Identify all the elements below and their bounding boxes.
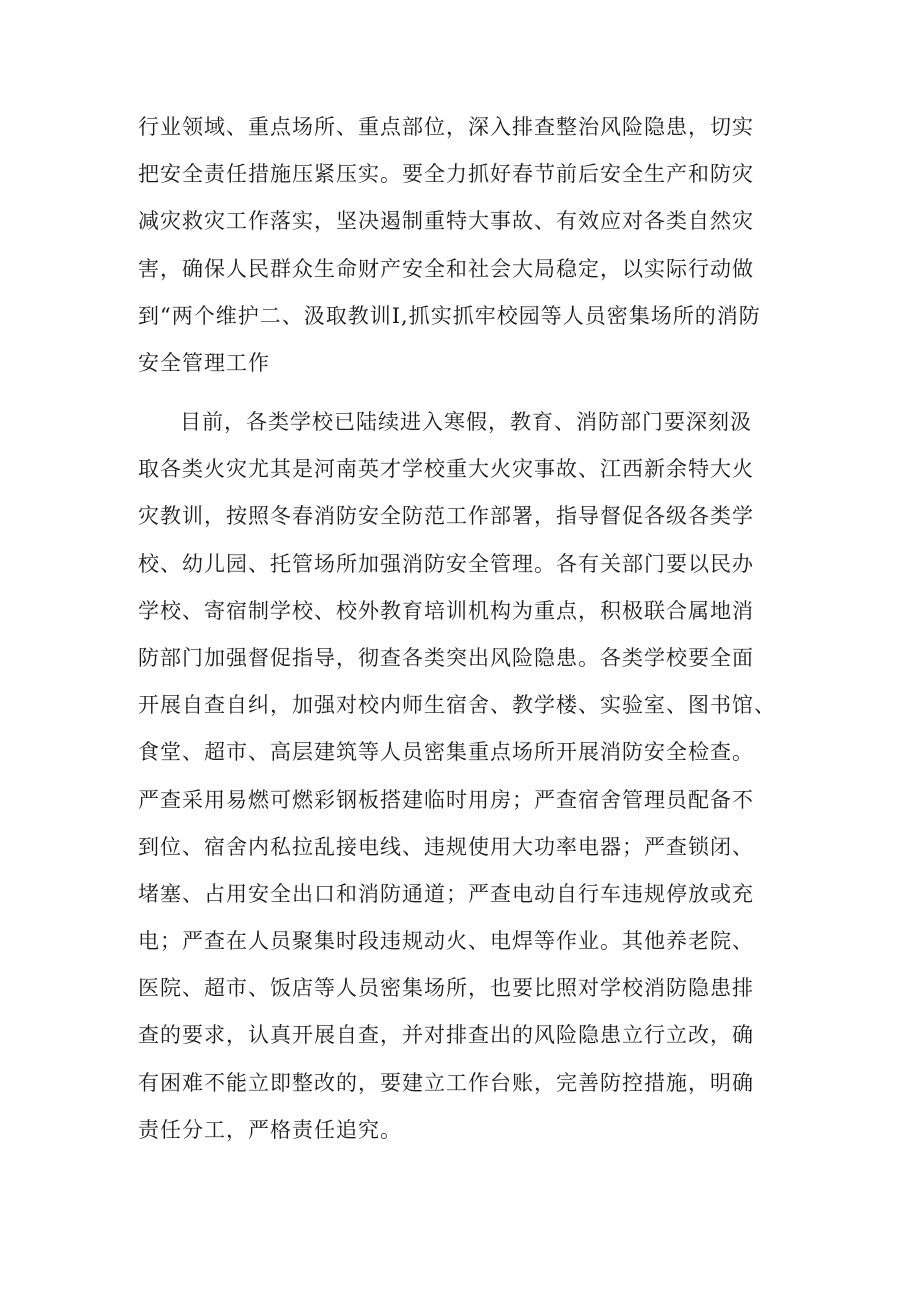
paragraph-line: 行业领域、重点场所、重点部位，深入排查整治风险隐患，切实	[138, 115, 754, 139]
paragraph-line: 把安全责任措施压紧压实。要全力抓好春节前后安全生产和防灾	[138, 162, 754, 187]
paragraph-line: 查的要求，认真开展自查，并对排查出的风险隐患立行立改，确	[138, 1023, 754, 1048]
paragraph-line: 食堂、超市、高层建筑等人员密集重点场所开展消防安全检查。	[138, 740, 754, 765]
paragraph-line: 电；严查在人员聚集时段违规动火、电焊等作业。其他养老院、	[138, 929, 754, 954]
paragraph-1	[138, 104, 798, 387]
paragraph-line: 安全管理工作	[138, 350, 270, 375]
paragraph-line: 到位、宿舍内私拉乱接电线、违规使用大功率电器；严查锁闭、	[138, 834, 754, 859]
paragraph-line: 校、幼儿园、托管场所加强消防安全管理。各有关部门要以民办	[138, 551, 754, 576]
paragraph-line: 严查采用易燃可燃彩钢板搭建临时用房；严查宿舍管理员配备不	[138, 787, 754, 812]
paragraph-line: 堵塞、占用安全出口和消防通道；严查电动自行车违规停放或充	[138, 881, 754, 906]
paragraph-line: 责任分工，严格责任追究。	[138, 1117, 402, 1142]
paragraph-line: 医院、超市、饭店等人员密集场所，也要比照对学校消防隐患排	[138, 976, 754, 1001]
paragraph-line: 开展自查自纠，加强对校内师生宿舍、教学楼、实验室、图书馆、	[138, 693, 776, 718]
paragraph-line: 取各类火灾尤其是河南英才学校重大火灾事故、江西新余特大火	[138, 457, 754, 482]
paragraph-line: 害，确保人民群众生命财产安全和社会大局稳定，以实际行动做	[138, 256, 754, 281]
paragraph-line: 灾教训，按照冬春消防安全防范工作部署，指导督促各级各类学	[138, 504, 754, 529]
paragraph-line: 到“两个维护二、汲取教训I,抓实抓牢校园等人员密集场所的消防	[138, 303, 761, 328]
paragraph-line: 防部门加强督促指导，彻查各类突出风险隐患。各类学校要全面	[138, 645, 754, 670]
paragraph-2	[138, 399, 798, 1154]
paragraph-line: 有困难不能立即整改的，要建立工作台账，完善防控措施，明确	[138, 1070, 754, 1095]
paragraph-line: 学校、寄宿制学校、校外教育培训机构为重点，积极联合属地消	[138, 598, 754, 623]
paragraph-line: 减灾救灾工作落实，坚决遏制重特大事故、有效应对各类自然灾	[138, 209, 754, 234]
paragraph-line: 目前，各类学校已陆续进入寒假，教育、消防部门要深刻汲	[180, 410, 752, 434]
